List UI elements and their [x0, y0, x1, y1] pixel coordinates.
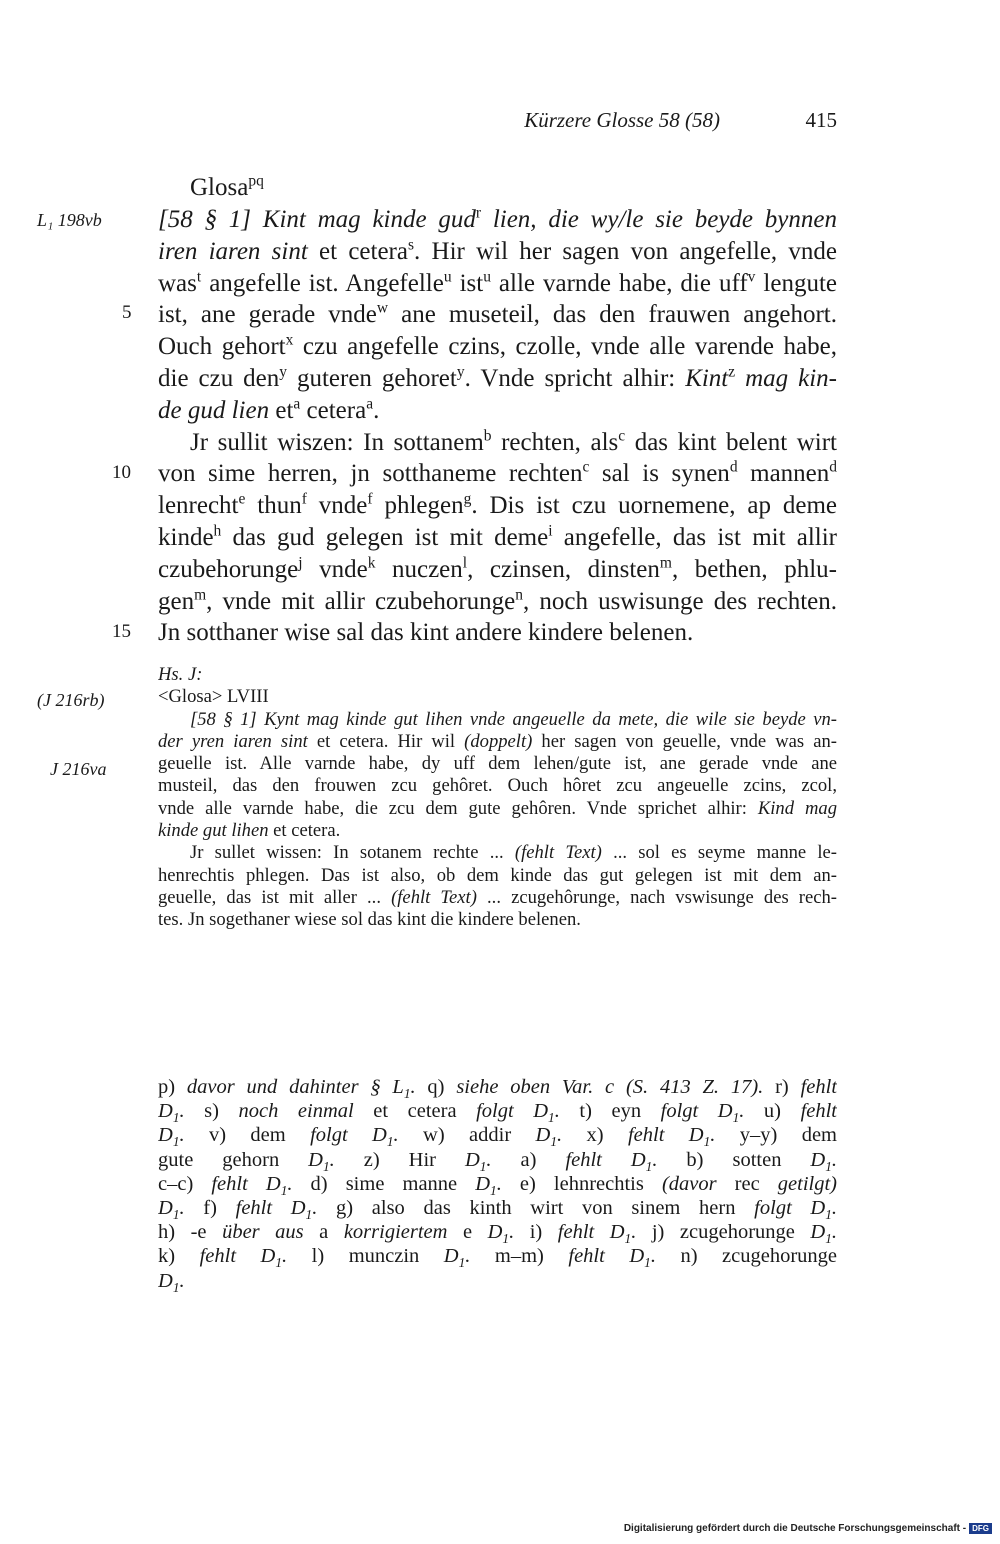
running-title: Kürzere Glosse 58 (58): [524, 108, 720, 132]
margin-ref-j1: (J 216rb): [37, 690, 105, 710]
note-line: $D_1$.: [158, 1269, 185, 1293]
main-line: Jr sullit wiszen: In sottanem$^b$ rechten, als$^c$ das kint belent wirt: [190, 427, 837, 456]
sub-line: tes. Jn sogethaner wiese sol das kint die kindere belenen.: [158, 909, 581, 931]
main-line: iren iaren sint et cetera$^s$. Hir wil her sagen von angefelle, vnde: [158, 236, 837, 265]
line-number-15: 15: [112, 621, 131, 642]
main-line: die czu den$^y$ guteren gehoret$^y$. Vnde spricht alhir: Kint$^z$ mag kin-: [158, 363, 837, 392]
sub-line: kinde gut lihen et cetera.: [158, 820, 341, 842]
main-line: Jn sotthaner wise sal das kint andere kindere belenen.: [158, 619, 694, 647]
main-glosa-text: [158, 204, 837, 649]
note-line: gute gehorn $D_1$. z) Hir $D_1$. a) fehlt $D_1$. b) sotten $D_1$.: [158, 1148, 837, 1172]
sub-line: geuelle ist. Alle varnde habe, dy uff dem lehen/gute ist, ane gerade vnde ane: [158, 753, 837, 775]
main-line: kinde$^h$ das gud gelegen ist mit deme$^i$ angefelle, das ist mit allir: [158, 522, 837, 551]
margin-ref-l1: L₁ 198vb: [37, 210, 102, 230]
main-line: lenrecht$^e$ thun$^f$ vnde$^f$ phlegen$^g$. Dis ist czu uornemene, ap deme: [158, 490, 837, 520]
glosa-heading-text: Glosa: [190, 174, 249, 201]
main-line: was$^t$ angefelle ist. Angefelle$^u$ ist$^u$ alle varnde habe, die uff$^v$ lengute: [158, 268, 837, 297]
footer-text: Digitalisierung gefördert durch die Deutsche Forschungsgemeinschaft -: [623, 1523, 967, 1534]
note-line: h) -e über aus a korrigiertem e $D_1$. i) fehlt $D_1$. j) zcugehorunge $D_1$.: [158, 1221, 837, 1245]
sub-line: vnde alle varnde habe, die zcu dem gute gehôren. Vnde sprichet alhir: Kind mag: [158, 797, 837, 819]
sub-line: <Glosa> LVIII: [158, 686, 269, 708]
main-line: czubehorunge$^j$ vnde$^k$ nuczen$^l$, czinsen, dinsten$^m$, bethen, phlu-: [158, 554, 837, 583]
note-line: c–c) fehlt $D_1$. d) sime manne $D_1$. e) lehnrechtis (davor rec getilgt): [158, 1172, 837, 1196]
running-header: [0, 108, 1000, 138]
main-line: ist, ane gerade vnde$^w$ ane museteil, das den frauwen angehort.: [158, 300, 837, 329]
line-number-10: 10: [112, 462, 131, 483]
margin-ref-j2: J 216va: [50, 759, 107, 779]
main-line: [58 § 1] Kint mag kinde gud$^r$ lien, die wy/le sie beyde bynnen: [158, 204, 837, 233]
variant-text-hs-j: [158, 664, 837, 932]
main-line: Ouch gehort$^x$ czu angefelle czins, czolle, vnde alle varende habe,: [158, 331, 837, 361]
sub-line: henrechtis phlegen. Das ist also, ob dem kinde das gut gelegen ist mit dem an-: [158, 864, 837, 886]
critical-apparatus: [158, 1075, 837, 1293]
sub-line: Jr sullet wissen: In sotanem rechte ... (fehlt Text) ... sol es seyme manne le-: [190, 842, 837, 864]
note-line: $D_1$. f) fehlt $D_1$. g) also das kinth wirt von sinem hern folgt $D_1$.: [158, 1196, 837, 1221]
sub-line: Hs. J:: [158, 664, 203, 685]
sub-line: [58 § 1] Kynt mag kinde gut lihen vnde angeuelle da mete, die wile sie beyde vn-: [190, 708, 837, 730]
note-line: k) fehlt $D_1$. l) munczin $D_1$. m–m) fehlt $D_1$. n) zcugehorunge: [158, 1245, 837, 1269]
sub-line: geuelle, das ist mit aller ... (fehlt Text) ... zcugehôrunge, nach vswisunge des rech-: [158, 886, 837, 908]
note-line: p) davor und dahinter § $L_1$. q) siehe oben Var. c (S. 413 Z. 17). r) fehlt: [158, 1076, 837, 1100]
glosa-heading: [190, 174, 264, 202]
line-number-5: 5: [122, 302, 132, 323]
main-line: gen$^m$, vnde mit allir czubehorunge$^n$, noch uswisunge des rechten.: [158, 586, 837, 615]
sub-line: der yren iaren sint et cetera. Hir wil (doppelt) her sagen von geuelle, vnde was an-: [158, 730, 837, 752]
page-number: 415: [805, 108, 837, 132]
note-line: $D_1$. s) noch einmal et cetera folgt $D_1$. t) eyn folgt $D_1$. u) fehlt: [158, 1100, 837, 1124]
dfg-logo: DFG: [969, 1523, 992, 1534]
note-line: $D_1$. v) dem folgt $D_1$. w) addir $D_1$. x) fehlt $D_1$. y–y) dem: [158, 1124, 837, 1148]
main-line: von sime herren, jn sotthaneme rechten$^c$ sal is synen$^d$ mannen$^d$: [158, 459, 837, 488]
sub-line: musteil, das den frouwen zcu gehôret. Ouch hôret zcu angeuelle zcins, zcol,: [158, 775, 837, 797]
main-line: de gud lien $et^a$ cetera$^a$.: [158, 395, 380, 424]
glosa-heading-sup: pq: [248, 172, 264, 190]
footer-credit: [624, 1523, 992, 1534]
